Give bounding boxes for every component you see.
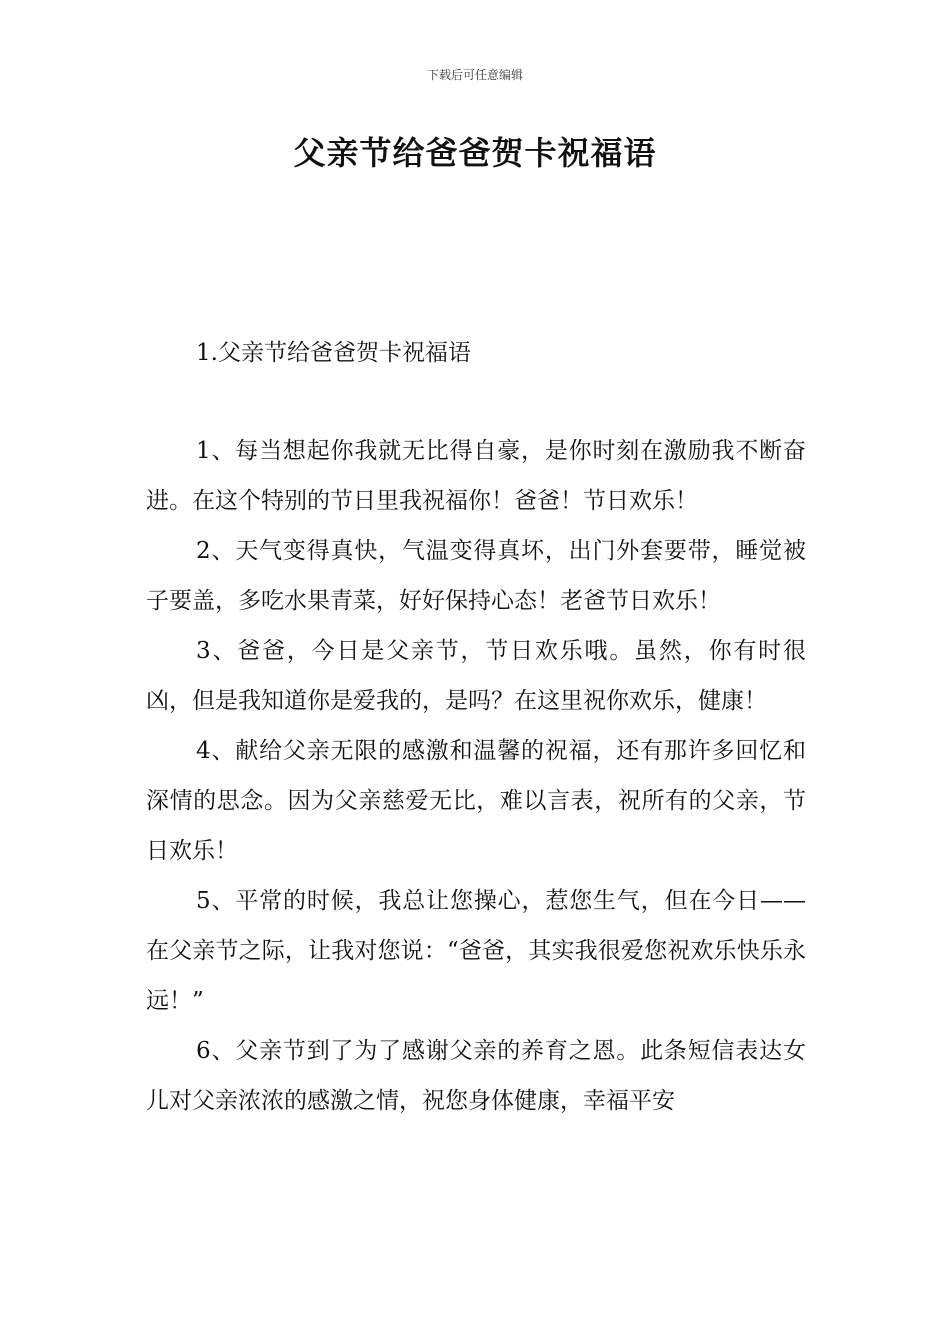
document-title: 父亲节给爸爸贺卡祝福语	[293, 134, 657, 172]
paragraph-1: 1、每当想起你我就无比得自豪，是你时刻在激励我不断奋进。在这个特别的节日里我祝福你！爸爸！节日欢乐！	[146, 438, 806, 514]
paragraph-4: 4、献给父亲无限的感激和温馨的祝福，还有那许多回忆和深情的思念。因为父亲慈爱无比，难以言表，祝所有的父亲，节日欢乐！	[146, 738, 806, 864]
paragraph-3: 3、爸爸，今日是父亲节，节日欢乐哦。虽然，你有时很凶，但是我知道你是爱我的，是吗？在这里祝你欢乐，健康！	[146, 638, 806, 714]
header-note: 下载后可任意编辑	[426, 68, 523, 82]
section-heading: 1.父亲节给爸爸贺卡祝福语	[196, 340, 471, 366]
paragraph-6: 6、父亲节到了为了感谢父亲的养育之恩。此条短信表达女儿对父亲浓浓的感激之情，祝您身体健康，幸福平安	[146, 1038, 806, 1114]
paragraph-2: 2、天气变得真快，气温变得真坏，出门外套要带，睡觉被子要盖，多吃水果青菜，好好保持心态！老爸节日欢乐！	[146, 538, 806, 614]
document-body	[146, 426, 806, 1126]
paragraph-5: 5、平常的时候，我总让您操心，惹您生气，但在今日——在父亲节之际，让我对您说：“爸爸，其实我很爱您祝欢乐快乐永远！”	[146, 888, 806, 1014]
